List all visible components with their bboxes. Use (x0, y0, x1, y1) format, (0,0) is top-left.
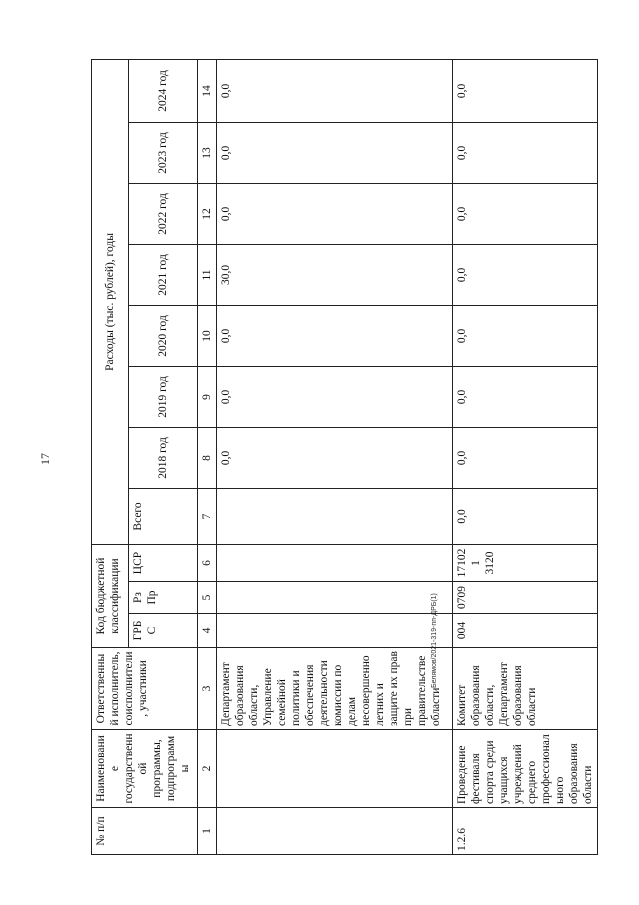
column-number: 12 (198, 183, 217, 244)
budget-table (91, 59, 598, 855)
row-2021: 30,0 (217, 244, 453, 305)
column-number: 4 (198, 614, 217, 648)
column-number: 3 (198, 648, 217, 730)
row-2019: 0,0 (217, 366, 453, 427)
header-2022: 2022 год (129, 183, 198, 244)
column-number: 11 (198, 244, 217, 305)
row-2019: 0,0 (453, 366, 598, 427)
row-2024: 0,0 (453, 59, 598, 122)
header-executor: Ответственный исполнитель, соисполнители, участники (92, 648, 198, 730)
header-csr: ЦСР (129, 544, 198, 581)
column-number: 9 (198, 366, 217, 427)
row-grbs (217, 614, 453, 648)
row-csr (217, 544, 453, 581)
column-number: 7 (198, 488, 217, 544)
column-number: 10 (198, 305, 217, 366)
row-num (217, 808, 453, 855)
page-number: 17 (38, 453, 52, 465)
header-2024: 2024 год (129, 59, 198, 122)
row-2020: 0,0 (453, 305, 598, 366)
header-2020: 2020 год (129, 305, 198, 366)
column-number: 13 (198, 122, 217, 183)
header-2019: 2019 год (129, 366, 198, 427)
header-rzpr: Рз Пр (129, 582, 198, 614)
header-code-group: Код бюджетной классификации (92, 544, 129, 647)
row-name: Проведение фестиваля спорта среди учащихся учреждений среднего профессионального образования области (453, 730, 598, 808)
row-2023: 0,0 (217, 122, 453, 183)
row-rzpr (217, 582, 453, 614)
row-2022: 0,0 (453, 183, 598, 244)
row-csr: 171021 3120 (453, 544, 598, 581)
row-2024: 0,0 (217, 59, 453, 122)
row-2023: 0,0 (453, 122, 598, 183)
row-num: 1.2.6 (453, 808, 598, 855)
header-2021: 2021 год (129, 244, 198, 305)
row-2020: 0,0 (217, 305, 453, 366)
budget-table-wrapper (91, 59, 598, 855)
row-rzpr: 0709 (453, 582, 598, 614)
header-total: Всего (129, 488, 198, 544)
row-executor: Комитет образования области, Департамент образования области (453, 648, 598, 730)
column-number-row (198, 59, 217, 854)
column-number: 6 (198, 544, 217, 581)
table-row (453, 59, 598, 854)
header-2018: 2018 год (129, 427, 198, 488)
row-name (217, 730, 453, 808)
table-row (217, 59, 453, 854)
column-number: 5 (198, 582, 217, 614)
row-2022: 0,0 (217, 183, 453, 244)
column-number: 1 (198, 808, 217, 855)
row-2018: 0,0 (453, 427, 598, 488)
header-expenses-group: Расходы (тыс. рублей), годы (92, 59, 129, 544)
footer-id: Белямов/2021-319-пп-ДРБ(1) (431, 593, 438, 688)
row-grbs: 004 (453, 614, 598, 648)
row-total (217, 488, 453, 544)
column-number: 2 (198, 730, 217, 808)
row-2018: 0,0 (217, 427, 453, 488)
row-2021: 0,0 (453, 244, 598, 305)
header-num: № п/п (92, 808, 198, 855)
column-number: 14 (198, 59, 217, 122)
row-total: 0,0 (453, 488, 598, 544)
header-row-1 (92, 59, 129, 854)
header-2023: 2023 год (129, 122, 198, 183)
header-name: Наименование государственной программы, подпрограммы (92, 730, 198, 808)
header-grbs: ГРБС (129, 614, 198, 648)
column-number: 8 (198, 427, 217, 488)
row-executor: Департамент образования области, Управление семейной политики и обеспечения деятельности комиссии по делам несовершеннолетних и защите их прав при правительстве области (217, 648, 453, 730)
